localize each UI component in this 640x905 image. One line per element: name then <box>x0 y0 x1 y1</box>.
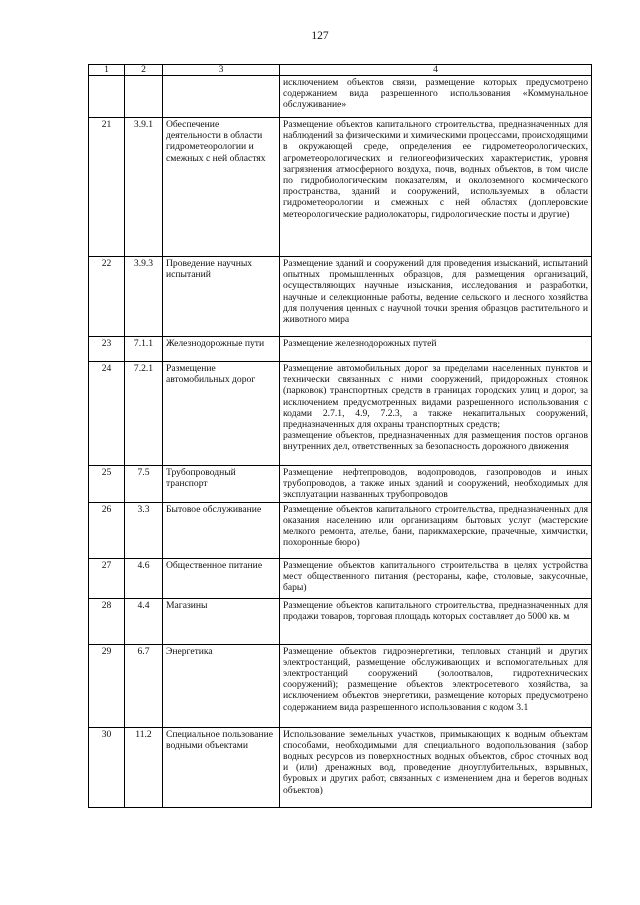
row-number: 26 <box>89 502 125 558</box>
use-description: Размещение объектов гидроэнергетики, тепловых станций и других электростанций, размещение обслуживающих и вспомогательных для электростанций сооружений (золоотвалов, гидротехнических сооружений); размещение объектов электросетевого хозяйства, за исключением объектов энергетики, размещение которых предусмотрено содержанием вида разрешенного использования с кодом 3.1 <box>280 644 592 727</box>
row-number: 23 <box>89 337 125 362</box>
use-name: Магазины <box>163 598 280 644</box>
column-header-1: 1 <box>89 65 125 76</box>
use-name: Размещение автомобильных дорог <box>163 362 280 466</box>
use-description: Размещение объектов капитального строительства в целях устройства мест общественного питания (рестораны, кафе, столовые, закусочные, бары) <box>280 558 592 598</box>
use-name: Проведение научных испытаний <box>163 257 280 337</box>
use-name: Энергетика <box>163 644 280 727</box>
table-row <box>89 644 592 727</box>
row-number: 30 <box>89 727 125 807</box>
use-code: 4.4 <box>125 598 163 644</box>
column-header-3: 3 <box>163 65 280 76</box>
use-code: 11.2 <box>125 727 163 807</box>
row-number: 21 <box>89 118 125 257</box>
use-name: Обеспечение деятельности в области гидрометеорологии и смежных с ней областях <box>163 118 280 257</box>
continuation-text: исключением объектов связи, размещение которых предусмотрено содержанием вида разрешенного использования «Коммунальное обслуживание» <box>280 76 592 118</box>
use-name: Железнодорожные пути <box>163 337 280 362</box>
use-description <box>280 362 592 466</box>
cell-empty <box>125 76 163 118</box>
cell-empty <box>163 76 280 118</box>
use-name: Специальное пользование водными объектами <box>163 727 280 807</box>
table-row <box>89 502 592 558</box>
row-number: 28 <box>89 598 125 644</box>
use-code: 4.6 <box>125 558 163 598</box>
use-code: 7.2.1 <box>125 362 163 466</box>
row-number: 29 <box>89 644 125 727</box>
use-description: Размещение объектов капитального строительства, предназначенных для оказания населению или организациям бытовых услуг (мастерские мелкого ремонта, ателье, бани, парикмахерские, прачечные, химчистки, похоронные бюро) <box>280 502 592 558</box>
use-code: 7.5 <box>125 466 163 503</box>
use-name: Общественное питание <box>163 558 280 598</box>
table-row-continuation <box>89 76 592 118</box>
table-row <box>89 466 592 503</box>
use-description: Размещение объектов капитального строительства, предназначенных для продажи товаров, торговая площадь которых составляет до 5000 кв. м <box>280 598 592 644</box>
use-description: Размещение зданий и сооружений для проведения изысканий, испытаний опытных промышленных образцов, для размещения организаций, осуществляющих научные изыскания, исследования и разработки, научные и селекционные работы, ведение сельского и лесного хозяйства для получения ценных с научной точки зрения образцов растительного и животного мира <box>280 257 592 337</box>
use-description-part-2: размещение объектов, предназначенных для размещения постов органов внутренних дел, ответственных за безопасность дорожного движения <box>283 430 588 453</box>
row-number: 27 <box>89 558 125 598</box>
table-row <box>89 598 592 644</box>
table-row <box>89 118 592 257</box>
table-row <box>89 337 592 362</box>
use-description: Размещение объектов капитального строительства, предназначенных для наблюдений за физическими и химическими процессами, происходящими в окружающей среде, определения ее гидрометеорологических, агрометеорологических и гелиогеофизических характеристик, уровня загрязнения атмосферного воздуха, почв, водных объектов, в том числе по гидробиологическим показателям, и околоземного космического пространства, зданий и сооружений, используемых в области гидрометеорологии и смежных с ней областях (доплеровские метеорологические радиолокаторы, гидрологические посты и другие) <box>280 118 592 257</box>
table-row <box>89 362 592 466</box>
use-code: 7.1.1 <box>125 337 163 362</box>
row-number: 22 <box>89 257 125 337</box>
cell-empty <box>89 76 125 118</box>
land-use-table <box>88 64 592 808</box>
table-row <box>89 257 592 337</box>
table-row <box>89 727 592 807</box>
use-description-part-1: Размещение автомобильных дорог за пределами населенных пунктов и технически связанных с ними сооружений, придорожных стоянок (парковок) транспортных средств в границах городских улиц и дорог, за исключением предусмотренных видами разрешенного использования с кодами 2.7.1, 4.9, 7.2.3, а также некапитальных сооружений, предназначенных для охраны транспортных средств; <box>283 363 588 431</box>
use-code: 3.9.3 <box>125 257 163 337</box>
column-number-row <box>89 65 592 76</box>
use-name: Бытовое обслуживание <box>163 502 280 558</box>
use-code: 3.3 <box>125 502 163 558</box>
page-number: 127 <box>311 30 329 42</box>
use-code: 3.9.1 <box>125 118 163 257</box>
use-description: Использование земельных участков, примыкающих к водным объектам способами, необходимыми для специального водопользования (забор водных ресурсов из поверхностных водных объектов, сброс сточных вод и (или) дренажных вод, проведение дноуглубительных, взрывных, буровых и других работ, связанных с изменением дна и берегов водных объектов) <box>280 727 592 807</box>
row-number: 25 <box>89 466 125 503</box>
use-name: Трубопроводный транспорт <box>163 466 280 503</box>
column-header-2: 2 <box>125 65 163 76</box>
use-description: Размещение нефтепроводов, водопроводов, газопроводов и иных трубопроводов, а также иных зданий и сооружений, необходимых для эксплуатации названных трубопроводов <box>280 466 592 503</box>
column-header-4: 4 <box>280 65 592 76</box>
use-description: Размещение железнодорожных путей <box>280 337 592 362</box>
row-number: 24 <box>89 362 125 466</box>
table-row <box>89 558 592 598</box>
use-code: 6.7 <box>125 644 163 727</box>
